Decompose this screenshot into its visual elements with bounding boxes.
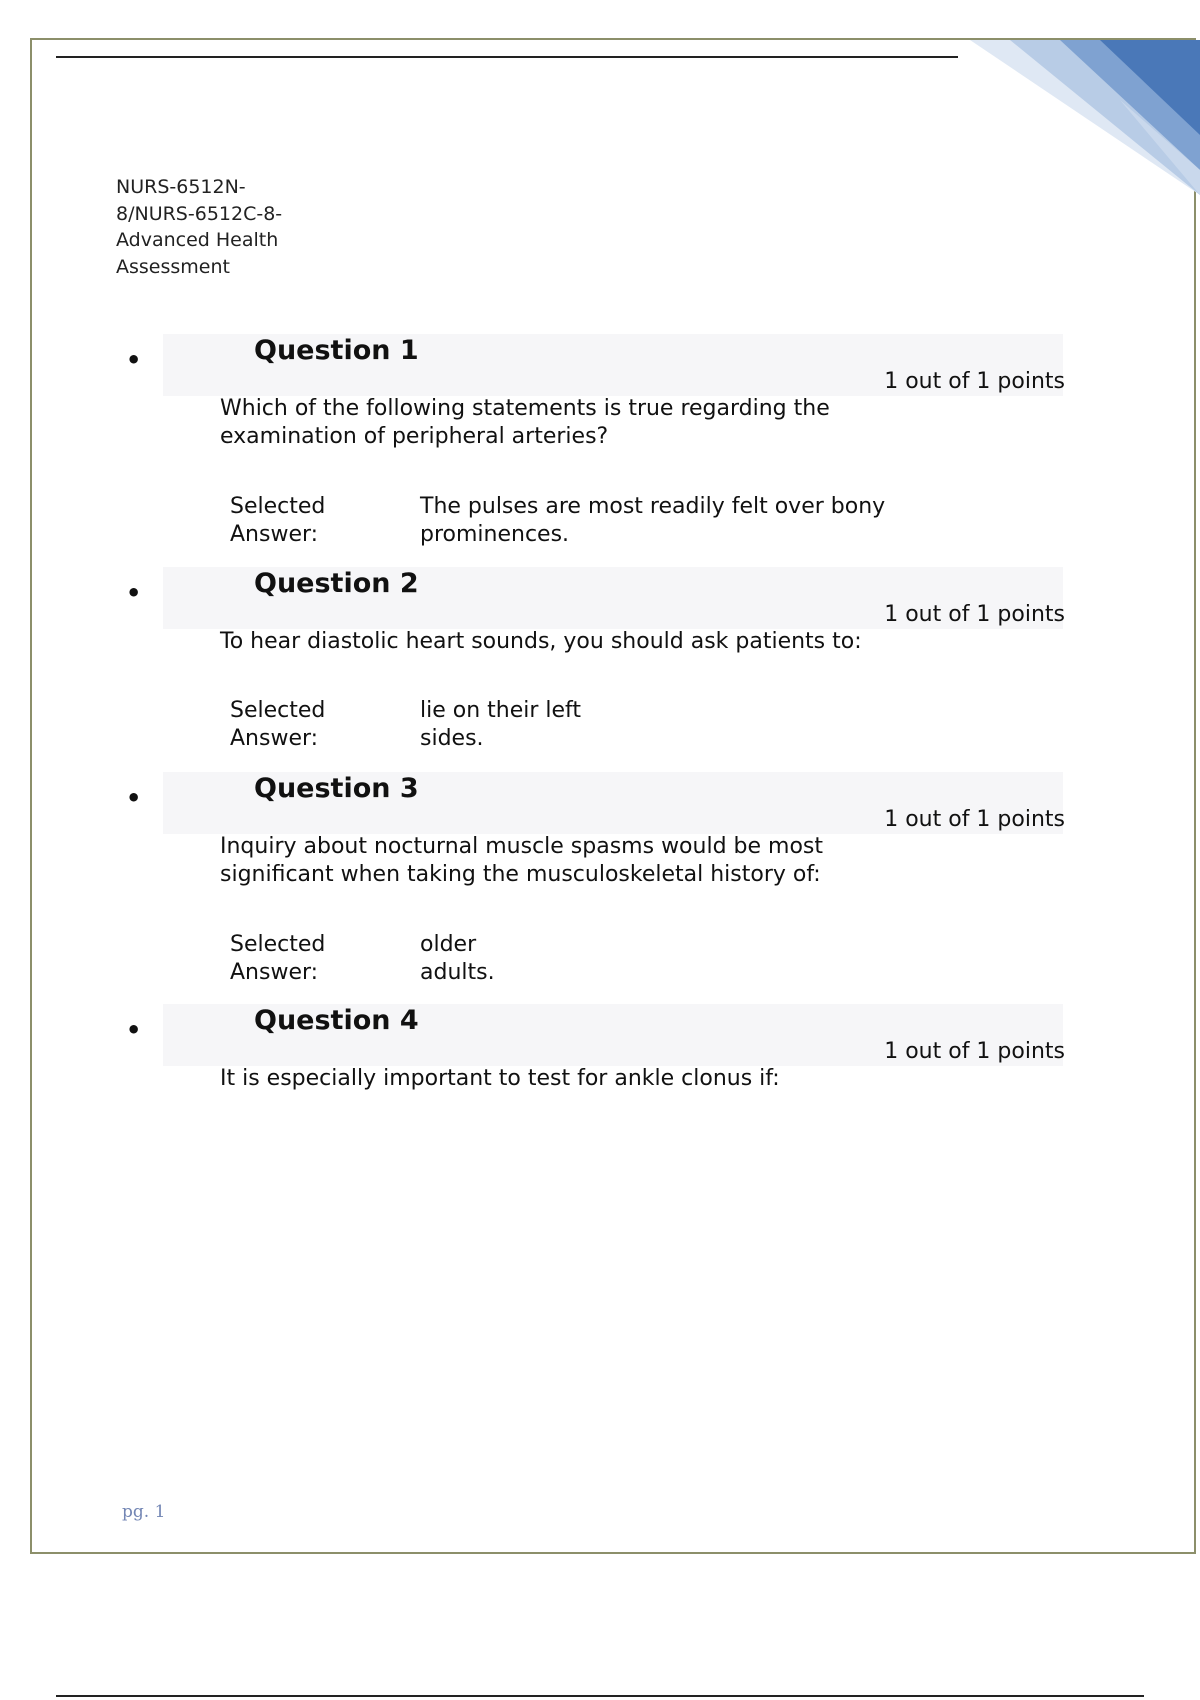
answer-line: prominences. — [420, 522, 570, 547]
header-rule — [56, 56, 958, 58]
question-title: Question 1 — [254, 335, 419, 366]
answer-label-line: Selected — [230, 494, 326, 519]
answer-line: older — [420, 932, 477, 957]
answer-label-line: Selected — [230, 932, 326, 957]
bullet-icon: • — [126, 346, 142, 374]
selected-answer-label — [230, 493, 380, 549]
selected-answer-label — [230, 697, 380, 753]
question-title: Question 4 — [254, 1005, 419, 1036]
bullet-icon: • — [126, 1016, 142, 1044]
question-text: Inquiry about nocturnal muscle spasms would be most significant when taking the musculoskeletal history of: — [220, 834, 824, 887]
question-points: 1 out of 1 points — [884, 602, 1065, 627]
bullet-icon: • — [126, 784, 142, 812]
course-line: NURS-6512N- — [116, 176, 246, 198]
footer-page-label: pg. 1 — [122, 1502, 166, 1522]
course-line: Advanced Health — [116, 229, 279, 251]
selected-answer — [420, 697, 940, 753]
selected-answer-label — [230, 931, 380, 987]
answer-line: lie on their left — [420, 698, 582, 723]
answer-line: The pulses are most readily felt over bony — [420, 494, 886, 519]
answer-label-line: Answer: — [230, 726, 319, 751]
question-text: To hear diastolic heart sounds, you should ask patients to: — [220, 629, 862, 654]
question-text: It is especially important to test for ankle clonus if: — [220, 1066, 780, 1091]
selected-answer — [420, 493, 940, 549]
bullet-icon: • — [126, 579, 142, 607]
answer-line: sides. — [420, 726, 484, 751]
course-line: Assessment — [116, 255, 230, 278]
selected-answer — [420, 931, 940, 987]
question-points: 1 out of 1 points — [884, 1039, 1065, 1064]
question-title: Question 3 — [254, 773, 419, 804]
question-points: 1 out of 1 points — [884, 369, 1065, 394]
answer-label-line: Answer: — [230, 522, 319, 547]
bottom-rule — [56, 1695, 1144, 1697]
page-number: 1 — [1140, 18, 1152, 40]
answer-label-line: Selected — [230, 698, 326, 723]
answer-label-line: Answer: — [230, 960, 319, 985]
question-title: Question 2 — [254, 568, 419, 599]
question-text: Which of the following statements is true regarding the examination of peripheral arteries? — [220, 396, 830, 449]
course-line: 8/NURS-6512C-8- — [116, 202, 283, 225]
corner-decoration — [970, 0, 1200, 200]
answer-line: adults. — [420, 960, 495, 985]
course-title — [116, 174, 316, 280]
question-points: 1 out of 1 points — [884, 807, 1065, 832]
